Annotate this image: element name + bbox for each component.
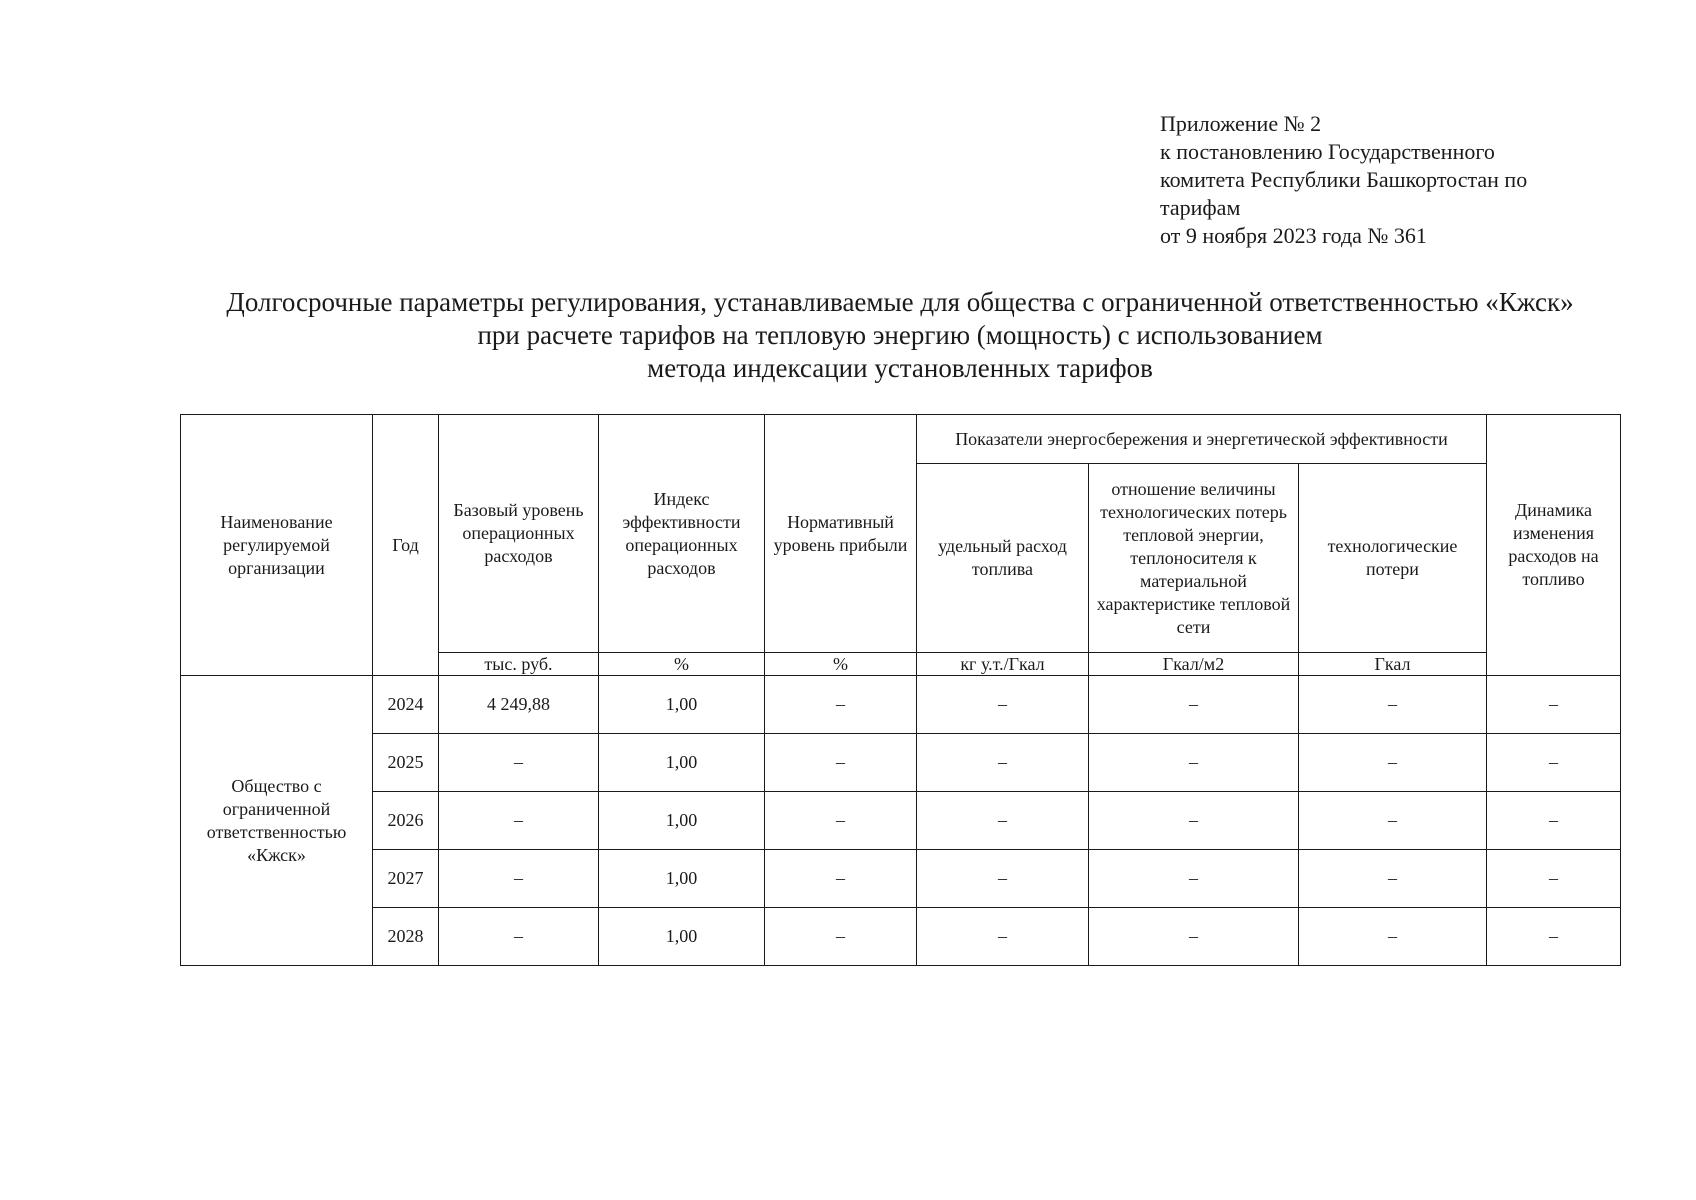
title-line: при расчете тарифов на тепловую энергию (мощность) с использованием xyxy=(477,320,1323,350)
cell-tech-losses: – xyxy=(1299,734,1487,792)
appendix-line: Приложение № 2 xyxy=(1160,111,1322,136)
cell-efficiency-index: 1,00 xyxy=(599,676,765,734)
header-efficiency-index: Индекс эффективности операционных расходов xyxy=(599,415,765,653)
cell-fuel-dynamics: – xyxy=(1487,676,1621,734)
cell-tech-losses: – xyxy=(1299,850,1487,908)
cell-fuel-consumption: – xyxy=(917,792,1089,850)
cell-loss-ratio: – xyxy=(1089,792,1299,850)
cell-fuel-dynamics: – xyxy=(1487,734,1621,792)
appendix-line: к постановлению Государственного xyxy=(1160,139,1495,164)
cell-normative-profit: – xyxy=(765,734,917,792)
cell-fuel-consumption: – xyxy=(917,850,1089,908)
cell-efficiency-index: 1,00 xyxy=(599,792,765,850)
header-tech-losses: технологические потери xyxy=(1299,464,1487,653)
cell-year: 2027 xyxy=(373,850,439,908)
cell-efficiency-index: 1,00 xyxy=(599,850,765,908)
cell-tech-losses: – xyxy=(1299,908,1487,966)
cell-base-level: – xyxy=(439,908,599,966)
organization-name: Общество с ограниченной ответственностью «Кжск» xyxy=(181,676,373,966)
header-fuel-consumption: удельный расход топлива xyxy=(917,464,1089,653)
cell-base-level: – xyxy=(439,792,599,850)
header-loss-ratio: отношение величины технологических потерь тепловой энергии, теплоносителя к материальной характеристике тепловой сети xyxy=(1089,464,1299,653)
cell-efficiency-index: 1,00 xyxy=(599,908,765,966)
cell-base-level: – xyxy=(439,850,599,908)
title-line: метода индексации установленных тарифов xyxy=(647,353,1153,383)
cell-base-level: – xyxy=(439,734,599,792)
cell-loss-ratio: – xyxy=(1089,676,1299,734)
title-line: Долгосрочные параметры регулирования, устанавливаемые для общества с ограниченной ответственностью «Кжск» xyxy=(226,287,1574,317)
header-base-level: Базовый уровень операционных расходов xyxy=(439,415,599,653)
cell-loss-ratio: – xyxy=(1089,908,1299,966)
cell-year: 2028 xyxy=(373,908,439,966)
table-row xyxy=(181,792,1621,850)
table-row xyxy=(181,676,1621,734)
cell-year: 2025 xyxy=(373,734,439,792)
cell-fuel-dynamics: – xyxy=(1487,792,1621,850)
cell-normative-profit: – xyxy=(765,676,917,734)
table-row xyxy=(181,908,1621,966)
cell-loss-ratio: – xyxy=(1089,734,1299,792)
cell-fuel-consumption: – xyxy=(917,676,1089,734)
cell-loss-ratio: – xyxy=(1089,850,1299,908)
cell-tech-losses: – xyxy=(1299,792,1487,850)
cell-year: 2024 xyxy=(373,676,439,734)
header-energy-group: Показатели энергосбережения и энергетической эффективности xyxy=(917,415,1487,464)
parameters-table xyxy=(180,414,1621,966)
appendix-line: тарифам xyxy=(1160,195,1241,220)
unit-tech-losses: Гкал xyxy=(1299,653,1487,676)
header-normative-profit: Нормативный уровень прибыли xyxy=(765,415,917,653)
unit-base-level: тыс. руб. xyxy=(439,653,599,676)
appendix-note xyxy=(1160,110,1630,250)
appendix-line: комитета Республики Башкортостан по xyxy=(1160,167,1528,192)
unit-normative-profit: % xyxy=(765,653,917,676)
cell-fuel-consumption: – xyxy=(917,908,1089,966)
cell-normative-profit: – xyxy=(765,792,917,850)
cell-normative-profit: – xyxy=(765,850,917,908)
cell-efficiency-index: 1,00 xyxy=(599,734,765,792)
cell-normative-profit: – xyxy=(765,908,917,966)
table-row xyxy=(181,734,1621,792)
header-organization: Наименование регулируемой организации xyxy=(181,415,373,676)
table-row xyxy=(181,850,1621,908)
cell-year: 2026 xyxy=(373,792,439,850)
cell-base-level: 4 249,88 xyxy=(439,676,599,734)
unit-efficiency-index: % xyxy=(599,653,765,676)
cell-fuel-dynamics: – xyxy=(1487,850,1621,908)
unit-fuel-consumption: кг у.т./Гкал xyxy=(917,653,1089,676)
cell-fuel-consumption: – xyxy=(917,734,1089,792)
cell-tech-losses: – xyxy=(1299,676,1487,734)
unit-loss-ratio: Гкал/м2 xyxy=(1089,653,1299,676)
document-title xyxy=(150,286,1650,385)
header-fuel-dynamics: Динамика изменения расходов на топливо xyxy=(1487,415,1621,676)
header-year: Год xyxy=(373,415,439,676)
cell-fuel-dynamics: – xyxy=(1487,908,1621,966)
appendix-line: от 9 ноября 2023 года № 361 xyxy=(1160,223,1427,248)
